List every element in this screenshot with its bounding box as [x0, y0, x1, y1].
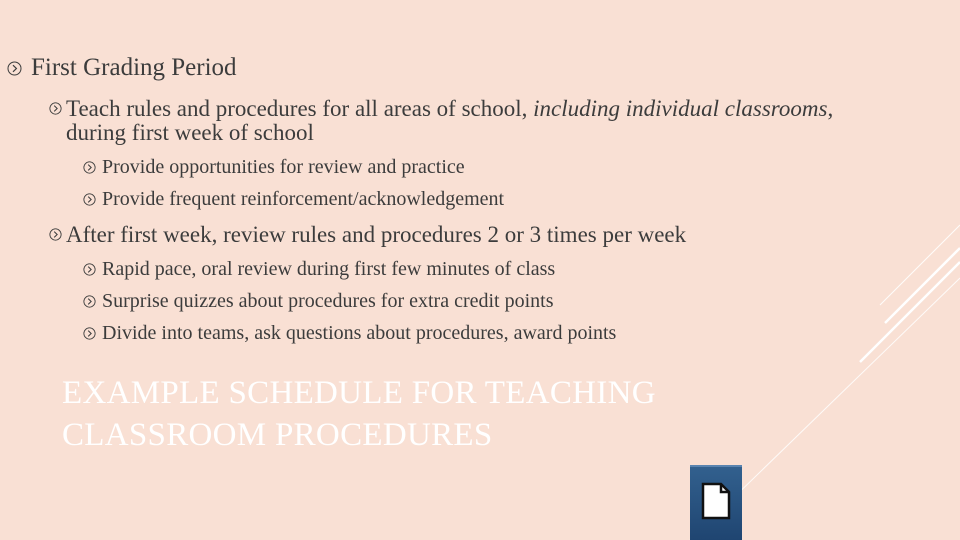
circle-arrow-icon — [49, 228, 62, 241]
after-subitem — [102, 258, 555, 281]
outline-item-after — [66, 222, 686, 248]
teach-text-start: Teach rules and procedures for all areas of school, — [66, 96, 534, 121]
after-subitem — [102, 322, 616, 345]
slide-title-line2: CLASSROOM PROCEDURES — [62, 417, 493, 453]
document-icon — [701, 482, 731, 525]
outline-level1-text: First Grading Period — [31, 54, 237, 81]
teach-subitem-text: Provide opportunities for review and practice — [102, 156, 465, 178]
after-subitem — [102, 290, 554, 313]
teach-text-continuation: during first week of school — [66, 120, 314, 145]
circle-arrow-icon — [83, 263, 96, 276]
teach-text-end: , — [827, 96, 834, 121]
teach-subitem — [102, 156, 465, 179]
circle-arrow-icon — [83, 193, 96, 206]
circle-arrow-icon — [83, 327, 96, 340]
circle-arrow-icon — [83, 295, 96, 308]
slide-title-line1: EXAMPLE SCHEDULE FOR TEACHING — [62, 375, 656, 411]
circle-arrow-icon — [83, 161, 96, 174]
teach-text-emphasis: including individual classrooms — [533, 96, 828, 121]
after-subitem-text: Surprise quizzes about procedures for extra credit points — [102, 290, 554, 312]
slide-title — [62, 372, 656, 456]
teach-subitem — [102, 188, 504, 211]
after-subitem-text: Divide into teams, ask questions about procedures, award points — [102, 322, 617, 344]
after-subitem-text: Rapid pace, oral review during first few minutes of class — [102, 258, 556, 280]
circle-arrow-icon — [7, 61, 22, 76]
after-text: After first week, review rules and procedures 2 or 3 times per week — [66, 222, 687, 247]
document-tile[interactable] — [690, 465, 742, 540]
circle-arrow-icon — [49, 102, 62, 115]
teach-subitem-text: Provide frequent reinforcement/acknowledgement — [102, 188, 505, 210]
outline-item-teach — [66, 96, 833, 122]
outline-level1-first-grading-period — [31, 54, 237, 82]
